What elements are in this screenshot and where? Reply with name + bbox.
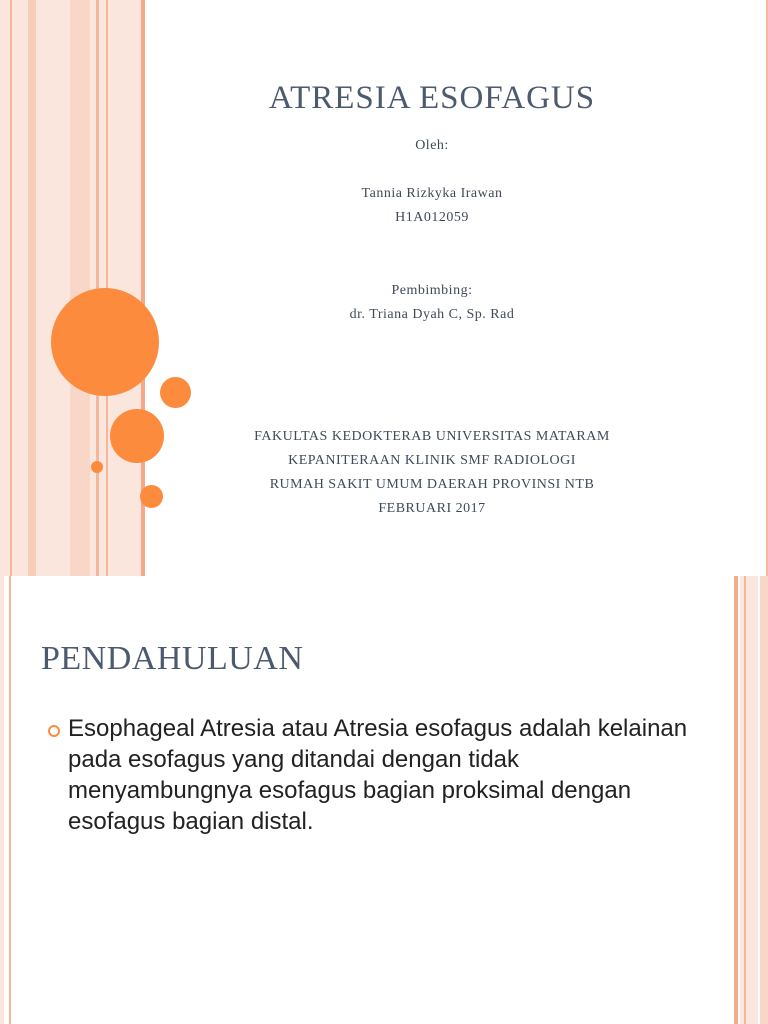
- decorative-circle-tiny: [91, 461, 103, 473]
- decorative-circle-small: [160, 377, 191, 408]
- date-line: FEBRUARI 2017: [378, 501, 486, 516]
- decorative-stripe: [744, 576, 746, 1024]
- decorative-stripe: [740, 576, 758, 1024]
- decorative-stripe: [10, 0, 12, 576]
- section-title: PENDAHULUAN: [41, 640, 304, 677]
- decorative-stripe: [9, 576, 11, 1024]
- slide-title: ATRESIA ESOFAGUS: [268, 80, 596, 116]
- decorative-stripe: [70, 0, 90, 576]
- oleh-label: Oleh:: [415, 138, 449, 153]
- bullet-text: Esophageal Atresia atau Atresia esofagus adalah kelainan pada esofagus yang ditandai dengan tidak menyambungnya esofagus bagian proksimal dengan esofagus bagian distal.: [68, 715, 688, 835]
- decorative-stripe: [734, 576, 738, 1024]
- decorative-circle-large: [51, 288, 159, 396]
- decorative-stripe: [760, 576, 768, 1024]
- circle-bullet-icon: [48, 725, 60, 737]
- content-slide: [0, 576, 768, 1024]
- author-name: Tannia Rizkyka Irawan: [361, 186, 503, 201]
- institution-line: KEPANITERAAN KLINIK SMF RADIOLOGI: [288, 453, 576, 468]
- author-id: H1A012059: [395, 210, 469, 225]
- institution-line: FAKULTAS KEDOKTERAB UNIVERSITAS MATARAM: [254, 429, 610, 444]
- decorative-stripe: [0, 576, 4, 1024]
- decorative-stripe: [28, 0, 36, 576]
- pembimbing-label: Pembimbing:: [391, 283, 473, 298]
- institution-line: RUMAH SAKIT UMUM DAERAH PROVINSI NTB: [269, 477, 595, 492]
- pembimbing-name: dr. Triana Dyah C, Sp. Rad: [349, 307, 515, 322]
- bullet-item: [48, 713, 688, 837]
